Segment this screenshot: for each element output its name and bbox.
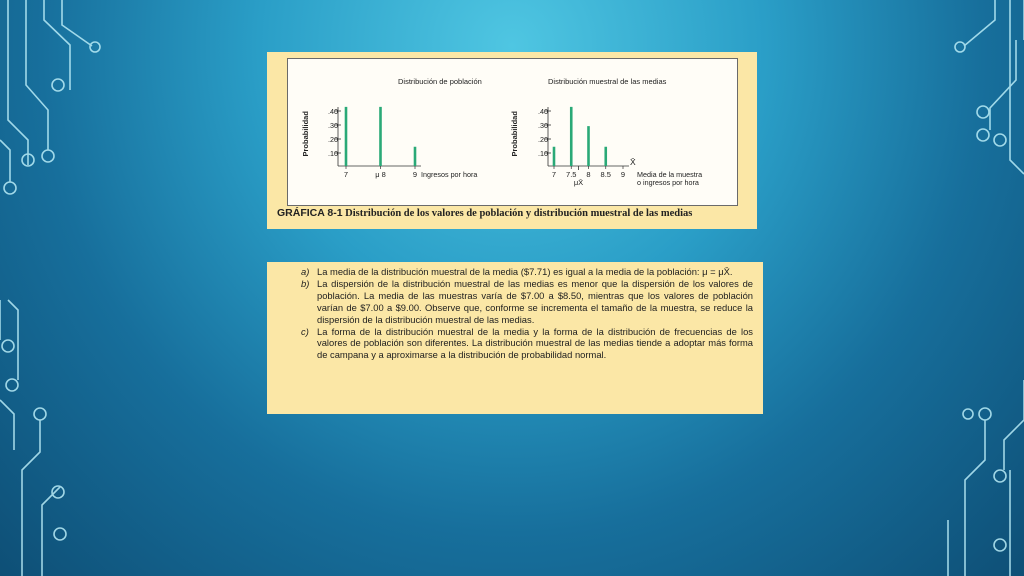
y-tick-label: .20 [328, 135, 338, 144]
y-tick-label: .10 [538, 149, 548, 158]
figure-caption [277, 207, 747, 219]
x-tick-label: 8.5 [600, 170, 611, 179]
figure-panel [267, 52, 757, 229]
chart-title: Distribución de población [398, 77, 482, 86]
item-label: b) [301, 277, 310, 289]
list-item [301, 326, 753, 362]
items-list [301, 266, 753, 361]
y-axis-label: Probabilidad [510, 111, 519, 157]
x-tick-label: 7.5 [566, 170, 577, 179]
y-tick-label: .30 [538, 121, 548, 130]
x-axis-symbol: X̄ [630, 157, 636, 167]
y-tick-label: .20 [538, 135, 548, 144]
item-text: La media de la distribución muestral de la media ($7.71) es igual a la media de la población: μ = μX̄. [317, 266, 733, 277]
y-axis-label: Probabilidad [301, 111, 310, 157]
x-tick-label: 7 [551, 170, 557, 179]
chart-title: Distribución muestral de las medias [548, 77, 667, 86]
item-text: La dispersión de la distribución muestral de las medias es menor que la dispersión de los valores de población. La media de las muestras varía de $7.00 a $8.50, mientras que los valores de población varían de $7.00 a $9.00. Observe que, conforme se incrementa el tamaño de la muestra, se reduce la dispersión de la distribución muestral de las medias. [317, 277, 753, 325]
x-axis-label: o ingresos por hora [637, 178, 699, 187]
x-tick-label: μ 8 [375, 170, 386, 179]
item-label: a) [301, 266, 310, 277]
list-item [301, 266, 753, 278]
x-tick-label: 9 [620, 170, 626, 179]
y-tick-label: .30 [328, 121, 338, 130]
list-item [301, 278, 753, 326]
y-tick-label: .40 [538, 107, 548, 116]
mean-label: μX̄ [573, 178, 584, 187]
y-tick-label: .40 [328, 107, 338, 116]
charts-svg [288, 59, 737, 205]
x-tick-label: 9 [412, 170, 418, 179]
x-axis-label: Ingresos por hora [421, 170, 478, 179]
text-panel [267, 262, 763, 414]
caption-number: GRÁFICA 8-1 [277, 207, 343, 219]
x-tick-label: 8 [586, 170, 591, 179]
item-label: c) [301, 325, 309, 337]
y-tick-label: .10 [328, 149, 338, 158]
figure-frame [287, 58, 738, 206]
x-tick-label: 7 [343, 170, 349, 179]
caption-text: Distribución de los valores de población y distribución muestral de las medias [345, 208, 693, 219]
x-axis-label: Media de la muestra [637, 170, 703, 179]
item-text: La forma de la distribución muestral de la media y la forma de la distribución de frecuencias de los valores de población son diferentes. La distribución muestral de las medias tiende a adoptar más forma de campana y a aproximarse a la distribución de probabilidad normal. [317, 325, 753, 361]
